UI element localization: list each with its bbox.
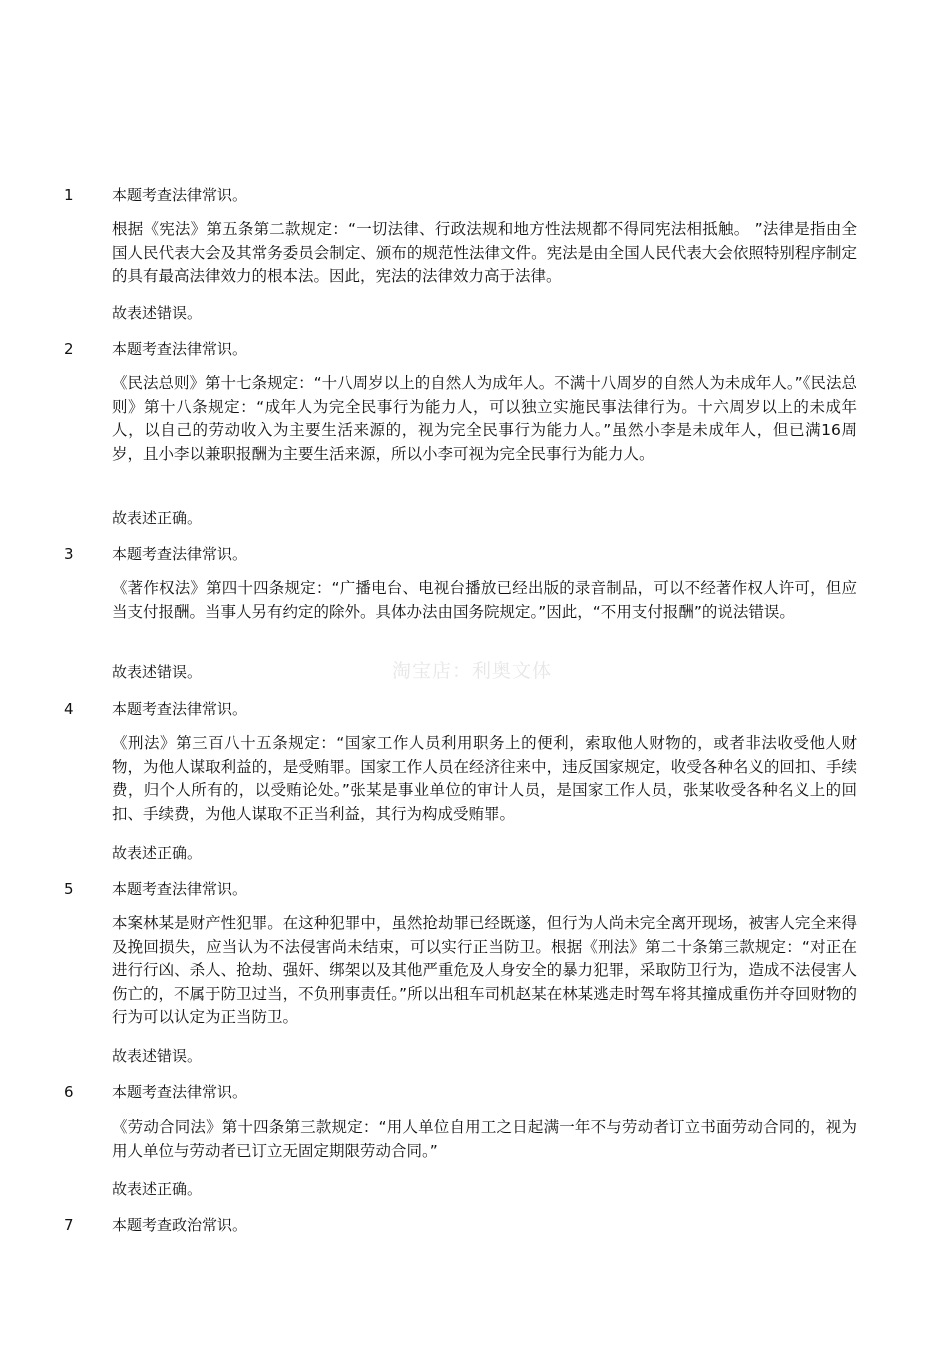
item-number: 1 bbox=[64, 186, 74, 204]
item-heading: 本题考查法律常识。 bbox=[112, 340, 248, 358]
item-explanation: 《民法总则》第十七条规定：“十八周岁以上的自然人为成年人。不满十八周岁的自然人为未成年人。”《民法总则》第十八条规定：“成年人为完全民事行为能力人，可以独立实施民事法律行为。十六周岁以上的未成年人，以自己的劳动收入为主要生活来源的，视为完全民事行为能力人。”虽然小李是未成年人，但已满16周岁，且小李以兼职报酬为主要生活来源，所以小李可视为完全民事行为能力人。 bbox=[112, 374, 857, 463]
item-heading: 本题考查法律常识。 bbox=[112, 545, 248, 563]
item-explanation: 《劳动合同法》第十四条第三款规定：“用人单位自用工之日起满一年不与劳动者订立书面劳动合同的，视为用人单位与劳动者已订立无固定期限劳动合同。” bbox=[112, 1118, 857, 1160]
item-explanation: 《刑法》第三百八十五条规定：“国家工作人员利用职务上的便利，索取他人财物的，或者非法收受他人财物，为他人谋取利益的，是受贿罪。国家工作人员在经济往来中，违反国家规定，收受各种名义的回扣、手续费，归个人所有的，以受贿论处。”张某是事业单位的审计人员，是国家工作人员，张某收受各种名义上的回扣、手续费，为他人谋取不正当利益，其行为构成受贿罪。 bbox=[112, 734, 857, 823]
item-number: 4 bbox=[64, 700, 74, 718]
item-explanation: 根据《宪法》第五条第二款规定：“一切法律、行政法规和地方性法规都不得同宪法相抵触。 ”法律是指由全国人民代表大会及其常务委员会制定、颁布的规范性法律文件。宪法是由全国人民代表大会依照特别程序制定的具有最高法律效力的根本法。因此，宪法的法律效力高于法律。 bbox=[112, 220, 857, 285]
item-number: 2 bbox=[64, 340, 74, 358]
item-conclusion: 故表述正确。 bbox=[112, 509, 203, 527]
item-heading: 本题考查法律常识。 bbox=[112, 186, 248, 204]
item-conclusion: 故表述正确。 bbox=[112, 844, 203, 862]
item-heading: 本题考查法律常识。 bbox=[112, 880, 248, 898]
item-conclusion: 故表述错误。 bbox=[112, 304, 203, 322]
watermark: 淘宝店：利奥文体 bbox=[392, 660, 553, 682]
item-heading: 本题考查政治常识。 bbox=[112, 1216, 248, 1234]
item-number: 6 bbox=[64, 1083, 74, 1101]
item-conclusion: 故表述错误。 bbox=[112, 1047, 203, 1065]
item-explanation: 《著作权法》第四十四条规定：“广播电台、电视台播放已经出版的录音制品，可以不经著作权人许可，但应当支付报酬。当事人另有约定的除外。具体办法由国务院规定。”因此，“不用支付报酬”的说法错误。 bbox=[112, 579, 857, 621]
item-number: 7 bbox=[64, 1216, 74, 1234]
item-heading: 本题考查法律常识。 bbox=[112, 1083, 248, 1101]
item-explanation: 本案林某是财产性犯罪。在这种犯罪中，虽然抢劫罪已经既遂，但行为人尚未完全离开现场，被害人完全来得及挽回损失，应当认为不法侵害尚未结束，可以实行正当防卫。根据《刑法》第二十条第三款规定：“对正在进行行凶、杀人、抢劫、强奸、绑架以及其他严重危及人身安全的暴力犯罪，采取防卫行为，造成不法侵害人伤亡的，不属于防卫过当，不负刑事责任。”所以出租车司机赵某在林某逃走时驾车将其撞成重伤并夺回财物的行为可以认定为正当防卫。 bbox=[112, 914, 857, 1026]
item-number: 3 bbox=[64, 545, 74, 563]
item-conclusion: 故表述正确。 bbox=[112, 1180, 203, 1198]
item-conclusion: 故表述错误。 bbox=[112, 663, 203, 681]
item-number: 5 bbox=[64, 880, 74, 898]
item-heading: 本题考查法律常识。 bbox=[112, 700, 248, 718]
